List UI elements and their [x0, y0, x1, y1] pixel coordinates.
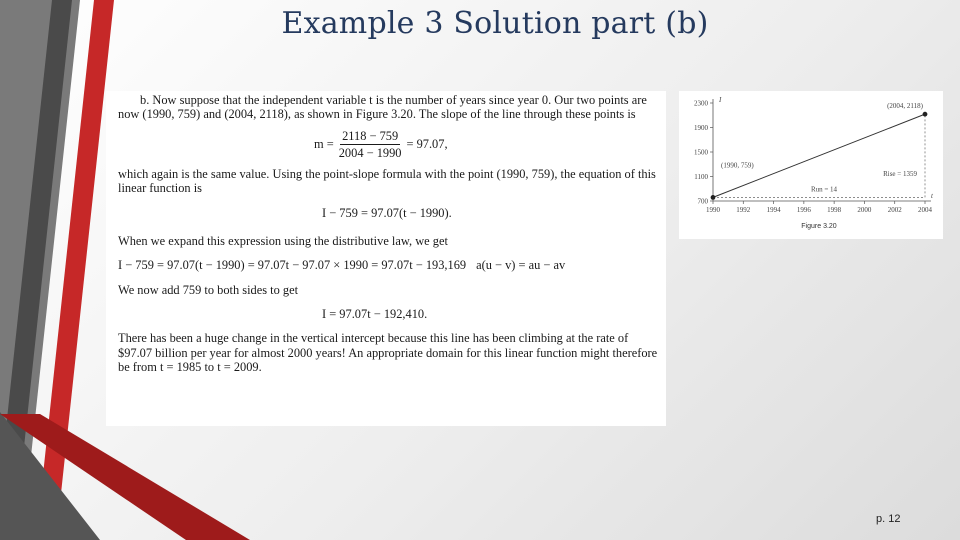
add-intro: We now add 759 to both sides to get	[118, 282, 299, 297]
same-value-paragraph: which again is the same value. Using the point-slope formula with the point (1990, 759), the equation of this linear function is	[118, 167, 656, 196]
y-tick-label: 2300	[694, 99, 708, 108]
slope-numerator: 2118 − 759	[340, 129, 400, 145]
y-tick-label: 1500	[694, 148, 708, 157]
point-label-2004: (2004, 2118)	[887, 102, 923, 111]
y-tick-label: 700	[697, 197, 708, 206]
x-tick-label: 2004	[918, 206, 932, 214]
x-axis-label: t	[931, 192, 933, 200]
point-slope-equation: I − 759 = 97.07(t − 1990).	[322, 205, 452, 220]
data-point-1990	[711, 195, 716, 200]
slope-denominator: 2004 − 1990	[338, 145, 402, 160]
rise-annotation: Rise = 1359	[883, 169, 917, 178]
conclusion-paragraph: There has been a huge change in the vertical intercept because this line has been climbing at the rate of $97.07 billion per year for almost 2000 years! An appropriate domain for this linear function might therefore be from t = 1985 to t = 2009.	[118, 331, 658, 374]
x-tick-label: 1998	[827, 206, 842, 214]
expand-intro: When we expand this expression using the distributive law, we get	[118, 234, 448, 249]
distributive-law: a(u − v) = au − av	[476, 258, 566, 273]
solution-text-image	[106, 91, 666, 426]
x-tick-label: 1990	[706, 206, 720, 214]
intro-paragraph: b. Now suppose that the independent variable t is the number of years since year 0. Our two points are now (1990, 759) and (2004, 2118), as shown in Figure 3.20. The slope of the line through these points is	[118, 93, 647, 122]
expand-equation: I − 759 = 97.07(t − 1990) = 97.07t − 97.07 × 1990 = 97.07t − 193,169	[118, 258, 467, 273]
figure-caption: Figure 3.20	[801, 223, 837, 230]
x-tick-label: 1992	[736, 206, 751, 214]
data-point-2004	[923, 112, 928, 117]
x-tick-label: 1996	[796, 206, 811, 214]
slide-title: Example 3 Solution part (b)	[281, 6, 709, 41]
expand-equation-row	[118, 258, 658, 272]
line-chart	[679, 91, 943, 239]
slope-fraction	[339, 129, 402, 161]
run-annotation: Run = 14	[810, 185, 838, 194]
final-equation: I = 97.07t − 192,410.	[322, 306, 428, 321]
point-label-1990: (1990, 759)	[721, 161, 754, 170]
slope-lhs: m =	[314, 137, 334, 152]
page-number: p. 12	[876, 513, 901, 525]
slope-equation	[118, 129, 658, 161]
y-tick-label: 1900	[694, 124, 708, 132]
y-axis-label: I	[719, 96, 722, 104]
slope-rhs: = 97.07,	[406, 137, 448, 152]
x-tick-label: 2000	[857, 206, 872, 214]
figure-3-20	[679, 91, 943, 239]
y-tick-label: 1100	[694, 173, 708, 181]
x-tick-label: 1994	[766, 206, 781, 214]
x-tick-label: 2002	[887, 206, 902, 214]
